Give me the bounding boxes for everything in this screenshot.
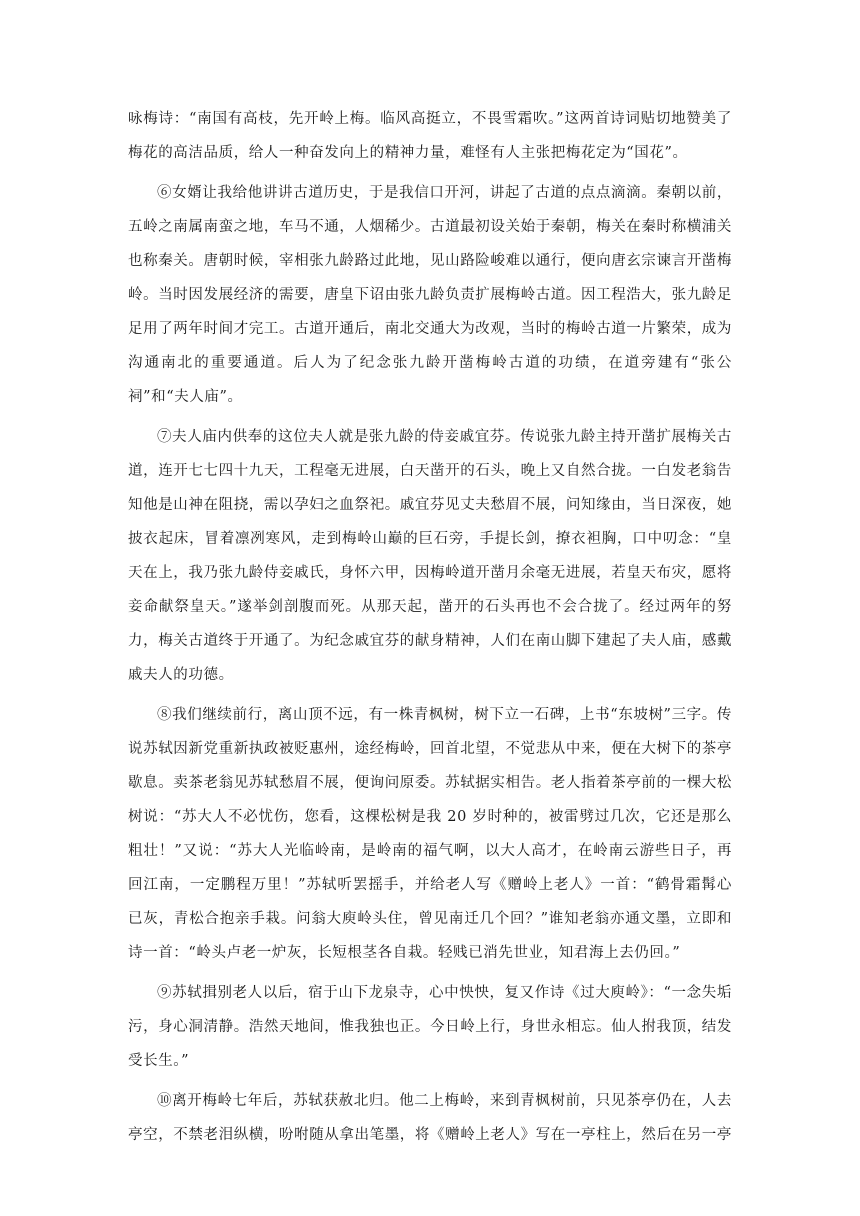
paragraph-10: ⑩离开梅岭七年后，苏轼获赦北归。他二上梅岭，来到青枫树前，只见茶亭仍在，人去亭空，不禁老泪纵横，吩咐随从拿出笔墨，将《赠岭上老人》写在一亭柱上，然后在另一亭 xyxy=(128,1093,732,1143)
paragraph-continuation: 咏梅诗：“南国有高枝，先开岭上梅。临风高挺立，不畏雪霜吹。”这两首诗词贴切地赞美了梅花的高洁品质，给人一种奋发向上的精神力量，难怪有人主张把梅花定为“国花”。 xyxy=(128,111,732,161)
paragraph-9: ⑨苏轼揖别老人以后，宿于山下龙泉寺，心中怏怏，复又作诗《过大庾岭》：“一念失垢污，身心洞清静。浩然天地间，惟我独也正。今日岭上行，身世永相忘。仙人拊我顶，结发受长生。” xyxy=(128,985,732,1069)
paragraph-7: ⑦夫人庙内供奉的这位夫人就是张九龄的侍妾戚宜芬。传说张九龄主持开凿扩展梅关古道，连开七七四十九天，工程毫无进展，白天凿开的石头，晚上又自然合拢。一白发老翁告知他是山神在阻挠，需以孕妇之血祭祀。戚宜芬见丈夫愁眉不展，问知缘由，当日深夜，她披衣起床，冒着凛冽寒风，走到梅岭山巅的巨石旁，手提长剑，撩衣袒胸，口中叨念：“皇天在上，我乃张九龄侍妾戚氏，身怀六甲，因梅岭道开凿月余毫无进展，若皇天布灾，愿将妾命献祭皇天。”遂举剑剖腹而死。从那天起，凿开的石头再也不会合拢了。经过两年的努力，梅关古道终于开通了。为纪念戚宜芬的献身精神，人们在南山脚下建起了夫人庙，感戴戚夫人的功德。 xyxy=(128,429,732,683)
paragraph-6: ⑥女婿让我给他讲讲古道历史，于是我信口开河，讲起了古道的点点滴滴。秦朝以前，五岭之南属南蛮之地，车马不通，人烟稀少。古道最初设关始于秦朝，梅关在秦时称横浦关也称秦关。唐朝时候，宰相张九龄路过此地，见山路险峻难以通行，便向唐玄宗谏言开凿梅岭。当时因发展经济的需要，唐皇下诏由张九龄负责扩展梅岭古道。因工程浩大，张九龄足足用了两年时间才完工。古道开通后，南北交通大为改观，当时的梅岭古道一片繁荣，成为沟通南北的重要通道。后人为了纪念张九龄开凿梅岭古道的功绩，在道旁建有“张公祠”和“夫人庙”。 xyxy=(128,185,732,405)
paragraph-8: ⑧我们继续前行，离山顶不远，有一株青枫树，树下立一石碑，上书“东坡树”三字。传说苏轼因新党重新执政被贬惠州，途经梅岭，回首北望，不觉悲从中来，便在大树下的茶亭歇息。卖茶老翁见苏轼愁眉不展，便询问原委。苏轼据实相告。老人指着茶亭前的一棵大松树说：“苏大人不必忧伤，您看，这棵松树是我 20 岁时种的，被雷劈过几次，它还是那么粗壮！”又说：“苏大人光临岭南，是岭南的福气啊，以大人高才，在岭南云游些日子，再回江南，一定鹏程万里！”苏轼听罢摇手，并给老人写《赠岭上老人》一首：“鹤骨霜髯心已灰，青松合抱亲手栽。问翁大庾岭头住，曾见南迁几个回？”谁知老翁亦通文墨，立即和诗一首：“岭头卢老一炉灰，长短根茎各自栽。轻贱已消先世业，知君海上去仍回。” xyxy=(128,707,732,961)
